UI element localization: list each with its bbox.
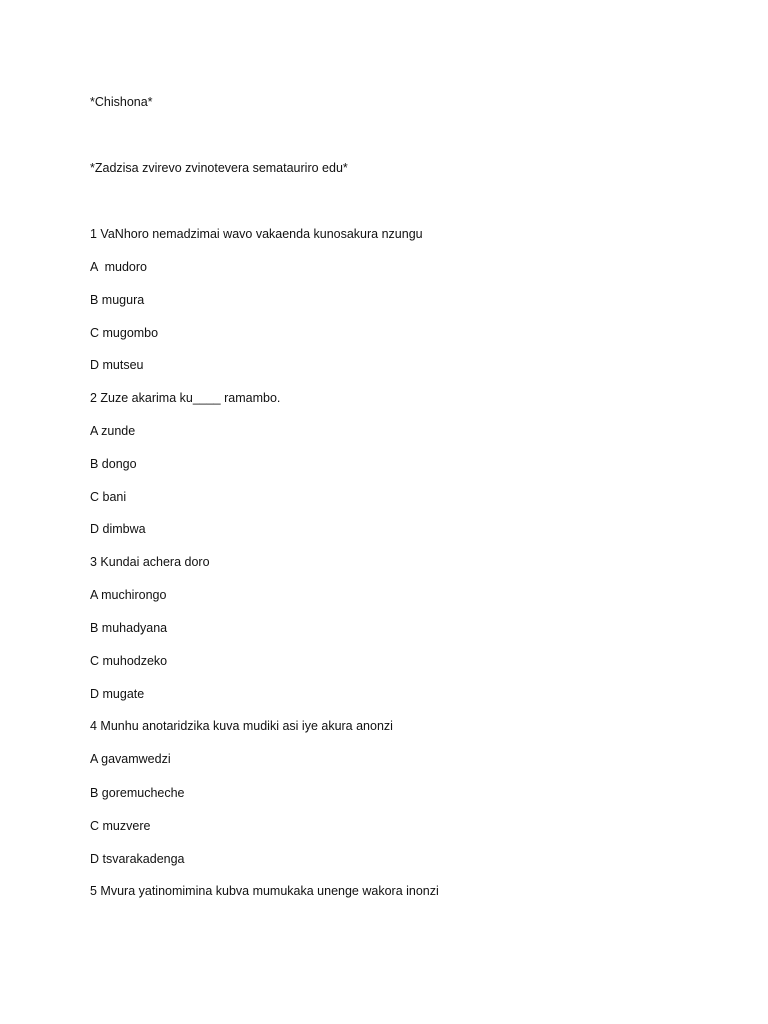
question-3-option-d: D mugate — [90, 687, 145, 701]
question-4-option-a: A gavamwedzi — [90, 752, 171, 766]
question-5-prompt: 5 Mvura yatinomimina kubva mumukaka unenge wakora inonzi — [90, 884, 439, 898]
question-2-option-b: B dongo — [90, 457, 137, 471]
question-3-option-b: B muhadyana — [90, 621, 168, 635]
question-2-option-c: C bani — [90, 490, 127, 504]
question-2-option-a: A zunde — [90, 424, 136, 438]
question-1-option-d: D mutseu — [90, 358, 144, 372]
question-1-prompt: 1 VaNhoro nemadzimai wavo vakaenda kunosakura nzungu — [90, 227, 423, 241]
question-2-prompt: 2 Zuze akarima ku____ ramambo. — [90, 391, 281, 405]
question-4-option-c: C muzvere — [90, 819, 151, 833]
question-1-option-a: A mudoro — [90, 260, 147, 274]
question-4-option-b: B goremucheche — [90, 786, 185, 800]
question-3-option-c: C muhodzeko — [90, 654, 168, 668]
question-4-option-d: D tsvarakadenga — [90, 852, 185, 866]
question-3-prompt: 3 Kundai achera doro — [90, 555, 210, 569]
question-2-option-d: D dimbwa — [90, 522, 146, 536]
question-3-option-a: A muchirongo — [90, 588, 167, 602]
question-1-option-c: C mugombo — [90, 326, 159, 340]
instruction-text: *Zadzisa zvirevo zvinotevera sematauriro edu* — [90, 161, 348, 175]
question-4-prompt: 4 Munhu anotaridzika kuva mudiki asi iye akura anonzi — [90, 719, 393, 733]
document-title: *Chishona* — [90, 95, 153, 109]
question-1-option-b: B mugura — [90, 293, 145, 307]
